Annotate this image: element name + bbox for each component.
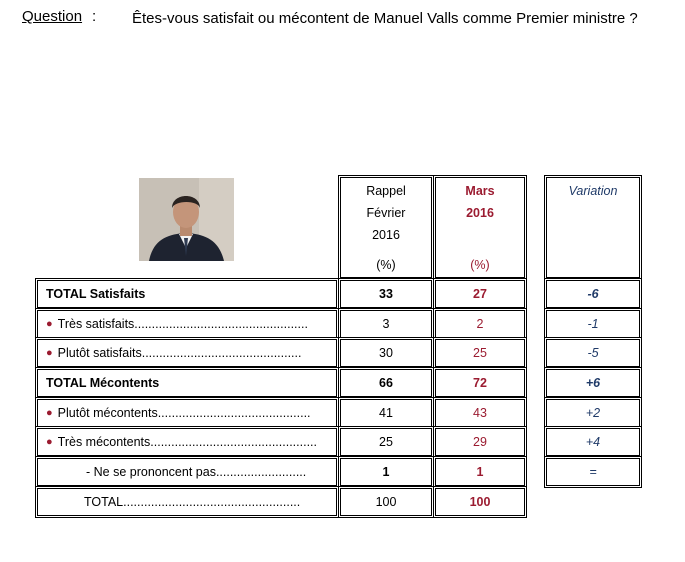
header-rappel-line1: Rappel: [366, 184, 406, 198]
header-variation-label: Variation: [568, 184, 618, 198]
bullet-icon: ●: [46, 407, 53, 419]
mars-value: 25: [435, 339, 525, 367]
variation-value: +4: [546, 428, 640, 456]
rappel-value: 66: [340, 369, 432, 397]
header-variation: [546, 177, 640, 278]
row-label-text: Très mécontents................................................: [57, 435, 317, 449]
question-text: Êtes-vous satisfait ou mécontent de Manuel Valls comme Premier ministre ?: [132, 10, 638, 27]
header-mars-line2: 2016: [466, 206, 494, 220]
bullet-icon: ●: [46, 436, 53, 448]
row-label-text: Plutôt satisfaits..............................................: [57, 346, 302, 360]
row-label: [37, 369, 337, 397]
row-label: [37, 280, 337, 308]
row-label: [37, 310, 337, 338]
row-label-text: - Ne se prononcent pas..........................: [86, 465, 307, 479]
variation-value: -5: [546, 339, 640, 367]
mars-value: 100: [435, 488, 525, 516]
rappel-value: 30: [340, 339, 432, 367]
row-label: [37, 399, 337, 427]
bullet-icon: ●: [46, 318, 53, 330]
rappel-value: 25: [340, 428, 432, 456]
row-label-text: Très satisfaits..................................................: [57, 317, 308, 331]
rappel-value: 3: [340, 310, 432, 338]
variation-value: -1: [546, 310, 640, 338]
row-label-text: TOTAL Satisfaits: [46, 287, 146, 301]
variation-value: -6: [546, 280, 640, 308]
bullet-icon: ●: [46, 347, 53, 359]
variation-value: +2: [546, 399, 640, 427]
rappel-value: 41: [340, 399, 432, 427]
question-colon: :: [92, 8, 97, 25]
mars-value: 2: [435, 310, 525, 338]
header-mars-line1: Mars: [465, 184, 495, 198]
header-rappel: [340, 177, 432, 278]
row-label-text: TOTAL Mécontents: [46, 376, 160, 390]
portrait-photo: [139, 178, 234, 261]
row-label-text: TOTAL...................................................: [84, 495, 301, 509]
portrait-illustration: [139, 178, 234, 261]
variation-value: +6: [546, 369, 640, 397]
row-label: [37, 488, 337, 516]
mars-value: 43: [435, 399, 525, 427]
mars-value: 1: [435, 458, 525, 486]
header-rappel-line4: (%): [376, 258, 396, 272]
row-label: [37, 339, 337, 367]
header-mars-line3: (%): [470, 258, 490, 272]
row-label: [37, 428, 337, 456]
mars-value: 29: [435, 428, 525, 456]
mars-value: 27: [435, 280, 525, 308]
rappel-value: 100: [340, 488, 432, 516]
header-rappel-line3: 2016: [372, 228, 400, 242]
question-label: Question: [22, 8, 83, 25]
row-label-text: Plutôt mécontents............................................: [57, 406, 311, 420]
rappel-value: 1: [340, 458, 432, 486]
rappel-value: 33: [340, 280, 432, 308]
header-rappel-line2: Février: [366, 206, 406, 220]
row-label: [37, 458, 337, 486]
mars-value: 72: [435, 369, 525, 397]
variation-value: =: [546, 458, 640, 486]
header-mars: [435, 177, 525, 278]
